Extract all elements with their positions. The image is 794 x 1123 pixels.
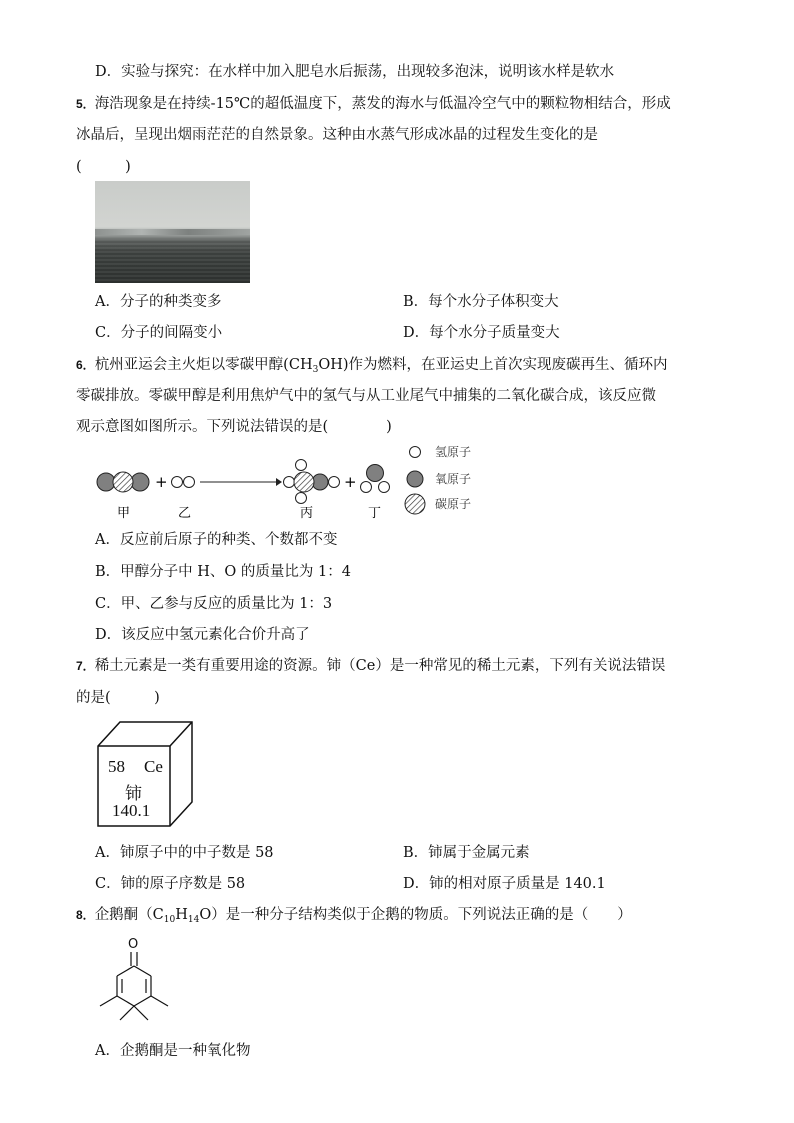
q6-stem-line3: 观示意图如图所示。下列说法错误的是( ) bbox=[76, 419, 392, 435]
q8-option-a: A．企鹅酮是一种氧化物 bbox=[95, 1043, 251, 1059]
q5-option-a: A．分子的种类变多 bbox=[95, 294, 222, 310]
q6-stem-line2: 零碳排放。零碳甲醇是利用焦炉气中的氢气与从工业尾气中捕集的二氧化碳合成，该反应微 bbox=[76, 388, 656, 404]
q7-option-a: A．铈原子中的中子数是 58 bbox=[95, 845, 274, 861]
co2-molecule bbox=[97, 472, 149, 492]
q7-stem-line2: 的是( ) bbox=[76, 690, 160, 706]
sea-smoke-photo bbox=[95, 181, 250, 283]
q7-option-b: B．铈属于金属元素 bbox=[403, 845, 530, 861]
q6-option-c: C．甲、乙参与反应的质量比为 1：3 bbox=[95, 596, 333, 612]
q5-stem-line2: 冰晶后，呈现出烟雨茫茫的自然景象。这种由水蒸气形成冰晶的过程发生变化的是 bbox=[76, 127, 598, 143]
q7-option-c: C．铈的原子序数是 58 bbox=[95, 876, 246, 892]
q7-text1: 稀土元素是一类有重要用途的资源。铈（Ce）是一种常见的稀土元素，下列有关说法错误 bbox=[94, 658, 666, 674]
q8-sub2: 14 bbox=[187, 915, 200, 925]
legend-oxygen: 氧原子 bbox=[435, 472, 472, 486]
methanol-molecule bbox=[284, 460, 340, 504]
h2-molecule bbox=[172, 477, 195, 488]
label-bing: 丙 bbox=[300, 506, 314, 521]
element-symbol: Ce bbox=[144, 757, 163, 776]
q8-number: 8． bbox=[76, 908, 95, 922]
q6-number: 6． bbox=[76, 358, 95, 372]
q4-option-d: D．实验与探究：在水样中加入肥皂水后振荡，出现较多泡沫，说明该水样是软水 bbox=[95, 64, 615, 80]
q6-text1b: OH)作为燃料，在亚运史上首次实现废碳再生、循环内 bbox=[318, 357, 668, 373]
q5-answer-blank: ( ) bbox=[76, 159, 131, 175]
q8-text1a: 企鹅酮（C bbox=[94, 907, 164, 923]
legend-carbon: 碳原子 bbox=[435, 497, 472, 511]
q6-option-a: A．反应前后原子的种类、个数都不变 bbox=[95, 532, 338, 548]
q5-number: 5． bbox=[76, 97, 95, 111]
q8-mid: H bbox=[175, 907, 188, 923]
oxygen-label: O bbox=[128, 937, 139, 952]
label-yi: 乙 bbox=[178, 506, 192, 521]
q6-stem-line1 bbox=[76, 355, 668, 380]
plus-sign-2: + bbox=[344, 473, 357, 491]
reaction-diagram bbox=[90, 440, 490, 525]
q8-sub1: 10 bbox=[163, 915, 176, 925]
label-jia: 甲 bbox=[117, 506, 131, 521]
q6-option-d: D．该反应中氢元素化合价升高了 bbox=[95, 627, 310, 643]
q8-text1b: O）是一种分子结构类似于企鹅的物质。下列说法正确的是（ ） bbox=[199, 907, 632, 923]
element-atomic-number: 58 bbox=[108, 757, 125, 776]
q6-sub: 3 bbox=[312, 365, 319, 375]
legend-hydrogen: 氢原子 bbox=[435, 445, 472, 459]
plus-sign-1: + bbox=[155, 473, 168, 491]
atom-legend bbox=[405, 445, 471, 514]
q7-number: 7． bbox=[76, 659, 95, 673]
water-molecule bbox=[361, 465, 390, 493]
q8-stem-line1 bbox=[76, 905, 632, 930]
q5-option-b: B．每个水分子体积变大 bbox=[403, 294, 559, 310]
penguinone-structure bbox=[94, 932, 174, 1032]
q5-stem-line1 bbox=[76, 94, 671, 114]
element-name: 铈 bbox=[125, 784, 142, 803]
q5-text1: 海浩现象是在持续-15℃的超低温度下，蒸发的海水与低温冷空气中的颗粒物相结合，形成 bbox=[94, 96, 671, 112]
element-atomic-mass: 140.1 bbox=[112, 801, 151, 820]
reaction-arrow bbox=[200, 478, 282, 486]
q6-text1a: 杭州亚运会主火炬以零碳甲醇(CH bbox=[94, 357, 313, 373]
q5-option-c: C．分子的间隔变小 bbox=[95, 325, 223, 341]
label-ding: 丁 bbox=[368, 506, 382, 521]
q6-option-b: B．甲醇分子中 H、O 的质量比为 1：4 bbox=[95, 564, 351, 580]
q5-option-d: D．每个水分子质量变大 bbox=[403, 325, 560, 341]
q7-option-d: D．铈的相对原子质量是 140.1 bbox=[403, 876, 606, 892]
q7-stem-line1 bbox=[76, 656, 665, 676]
